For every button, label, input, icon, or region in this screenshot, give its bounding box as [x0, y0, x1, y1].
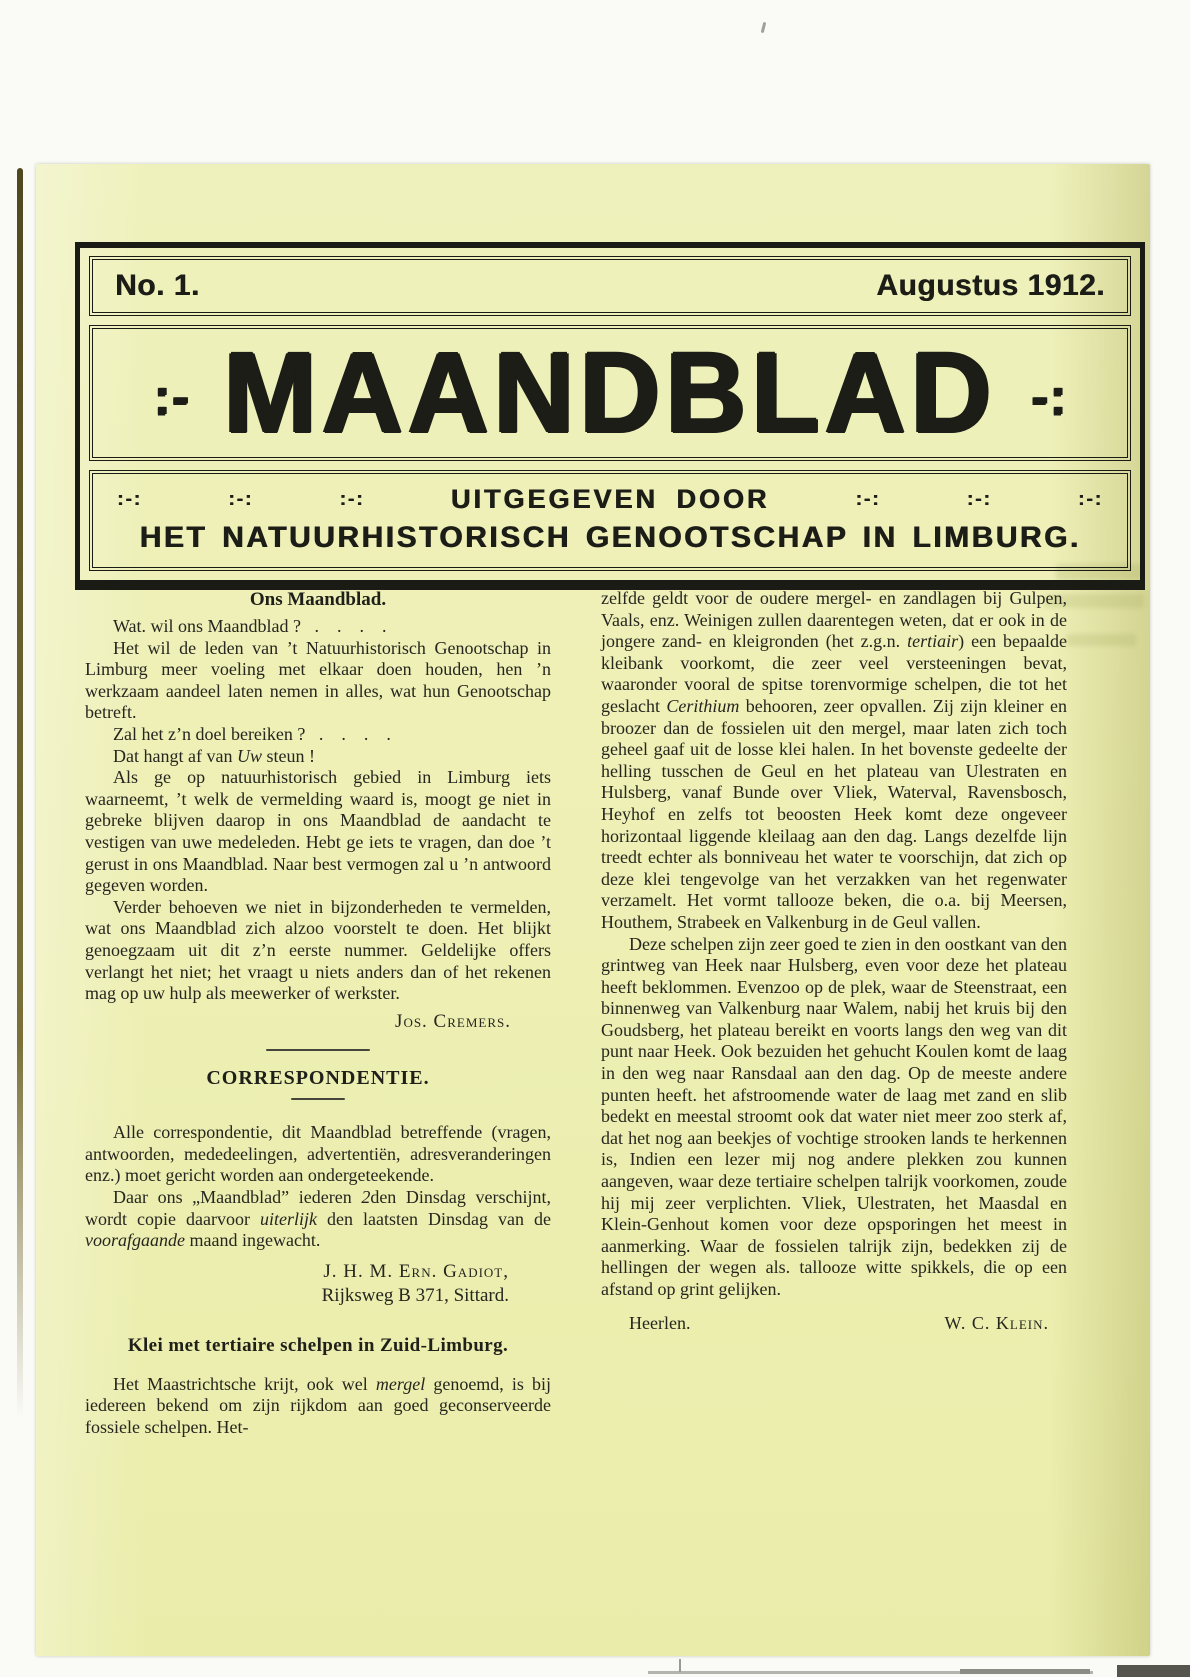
paragraph: Het Maastrichtsche krijt, ook wel mergel genoemd, is bij iedereen bekend om zijn rijkdom aan goed geconserveerde fossiele schelpen. Het- — [85, 1373, 551, 1438]
publisher-prefix: UITGEGEVEN DOOR — [450, 484, 770, 514]
author-signature: W. C. Klein. — [944, 1312, 1049, 1333]
article-footer-row — [601, 1313, 1067, 1335]
paper-sheet — [36, 164, 1150, 1656]
scan-speck — [761, 22, 767, 33]
paragraph: Zal het z’n doel bereiken ? . . . . — [113, 723, 391, 744]
journal-title: MAANDBLAD — [223, 328, 997, 457]
scan-edge-artifact — [960, 1669, 1090, 1674]
paragraph: Als ge op natuurhistorisch gebied in Limburg iets waarneemt, ’t welk de vermelding waard is, moogt ge niet in gebreke blijven daarop in ons Maandblad de aandacht te vestigen van uwe medeleden. Hebt ge iets te vragen, dan doe ’t gerust in ons Maandblad. Naar best vermogen zal u ’n antwoord gegeven worden. — [85, 767, 551, 896]
masthead-frame — [75, 242, 1145, 590]
scan-edge-artifact — [1117, 1665, 1190, 1677]
title-row — [89, 325, 1131, 461]
heading-divider — [291, 1098, 345, 1100]
article-heading-klei: Klei met tertiaire schelpen in Zuid-Limburg. — [127, 1334, 509, 1356]
ornament-mark: :-: — [1077, 488, 1103, 510]
issue-row — [89, 256, 1131, 316]
ornament-mark: :-: — [117, 488, 142, 510]
bleed-through-artifact — [1066, 634, 1136, 646]
paragraph: Verder behoeven we niet in bijzonderheden te vermelden, wat ons Maandblad zich alzoo voorstelt te doen. Het blijkt genoegzaam uit dit z’n eerste nummer. Geldelijke offers verlangt het niet; het vraagt u niets anders dan of het rekenen mag op uw hulp als meewerker of werkster. — [85, 896, 551, 1004]
editor-signature-block — [85, 1260, 551, 1308]
ornament-mark: :-: — [339, 488, 365, 510]
section-divider — [266, 1049, 370, 1051]
paragraph: Daar ons „Maandblad” iederen 2den Dinsdag verschijnt, wordt copie daarvoor uiterlijk den laatsten Dinsdag van de voorafgaande maand ingewacht. — [85, 1187, 551, 1251]
title-ornament-left: :- — [152, 368, 190, 426]
publisher-name: HET NATUURHISTORISCH GENOOTSCHAP IN LIMBURG. — [139, 521, 1081, 554]
issue-date-label: Augustus 1912. — [876, 269, 1105, 302]
paragraph: Alle correspondentie, dit Maandblad betreffende (vragen, antwoorden, mededeelingen, advertentiën, adresveranderingen enz.) moet gericht worden aan ondergeteekende. — [85, 1122, 551, 1186]
paragraph: zelfde geldt voor de oudere mergel- en zandlagen bij Gulpen, Vaals, enz. Weinigen zullen daarentegen weten, dat er ook in de jongere zand- en kleigronden (het z.g.n. tertiair) een bepaalde kleibank voorkomt, die zeer veel versteeningen bevat, waaronder vooral de spitse torenvormige schelpen, die tot het geslacht Cerithium behooren, zeer opvallen. Zij zijn kleiner en broozer dan de fossielen uit den mergel, maar laten zich toch geheel gaaf uit de losse klei halen. In het bovenste gedeelte der helling tusschen de Geul en het plateau van Ulestraten en Hulsberg, vanaf Bunde over Vliek, Waterval, Ravensbosch, Heyhof en zelfs tot beoosten Heek komt deze ongeveer horizontaal liggende kleilaag aan den dag. Langs dezelfde lijn treedt echter als bonniveau het water te voorschijn, dat zich op deze klei tengevolge van het verzakken van het regenwater verzamelt. Het vormt tallooze beken, die o.a. bij Meersen, Houthem, Strabeek en Valkenburg in de Geul vallen. — [601, 588, 1068, 932]
place-label: Heerlen. — [629, 1312, 691, 1333]
editor-address: Rijksweg B 371, Sittard. — [321, 1284, 509, 1306]
paragraph: Deze schelpen zijn zeer goed te zien in den oostkant van den grintweg van Heek naar Hulsberg, even voor deze het plateau heeft beklommen. Evenzoo op de plek, waar de Steenstraat, een binnenweg van Valkenburg naar Walem, nabij het kruis bij den Goudsberg, het plateau bereikt en voorts langs den weg van dit punt naar Heek. Ook bezuiden het gehucht Koulen komt de laag in den weg naar Ransdaal aan den dag. Op de meeste andere punten heeft. het afstroomende water de laag met zand en slib bedekt en meestal stroomt ook dat water niet meer zoo sterk af, dat het nog aan beekjes of vochtige strooken lands te herkennen is, Indien een lezer mij nog andere plekken zou kunnen aangeven, waar deze tertiaire schelpen talrijk voorkomen, zoude hij mij zeer verplichten. Vliek, Ulestraten, het Maasdal en Klein-Genhout komen voor deze opsporingen het meest in aanmerking. Waar de fossielen talrijk zijn, bedekken zij de hellingen der wegen als. tallooze witte spikkels, die op een afstand op grint gelijken. — [601, 933, 1067, 1299]
paragraph: Dat hangt af van Uw steun ! — [113, 745, 315, 766]
article-heading-ons-maandblad: Ons Maandblad. — [249, 589, 387, 610]
author-signature: Jos. Cremers. — [395, 1010, 511, 1032]
paragraph: Het wil de leden van ’t Natuurhistorisch Genootschap in Limburg meer voeling met elkaar doen houden, hen ’n werkzaam aandeel laten nemen in alles, wat hun Genootschap betreft. — [85, 637, 551, 723]
publisher-box — [89, 470, 1131, 571]
column-left — [85, 588, 551, 1439]
article-heading-correspondentie: CORRESPONDENTIE. — [206, 1067, 430, 1090]
ornament-mark: :-: — [228, 488, 254, 510]
column-right — [601, 588, 1067, 1439]
body-columns — [85, 588, 1067, 1439]
page-spine-edge — [17, 168, 23, 1418]
scan-speck — [679, 1659, 681, 1672]
title-ornament-right: -: — [1030, 368, 1068, 426]
publisher-line-1 — [111, 484, 1109, 515]
ornament-mark: :-: — [966, 488, 992, 510]
editor-name: J. H. M. Ern. Gadiot, — [323, 1260, 509, 1282]
issue-number-label: No. 1. — [115, 269, 200, 302]
paragraph: Wat. wil ons Maandblad ? . . . . — [113, 616, 387, 636]
ornament-mark: :-: — [855, 488, 881, 510]
